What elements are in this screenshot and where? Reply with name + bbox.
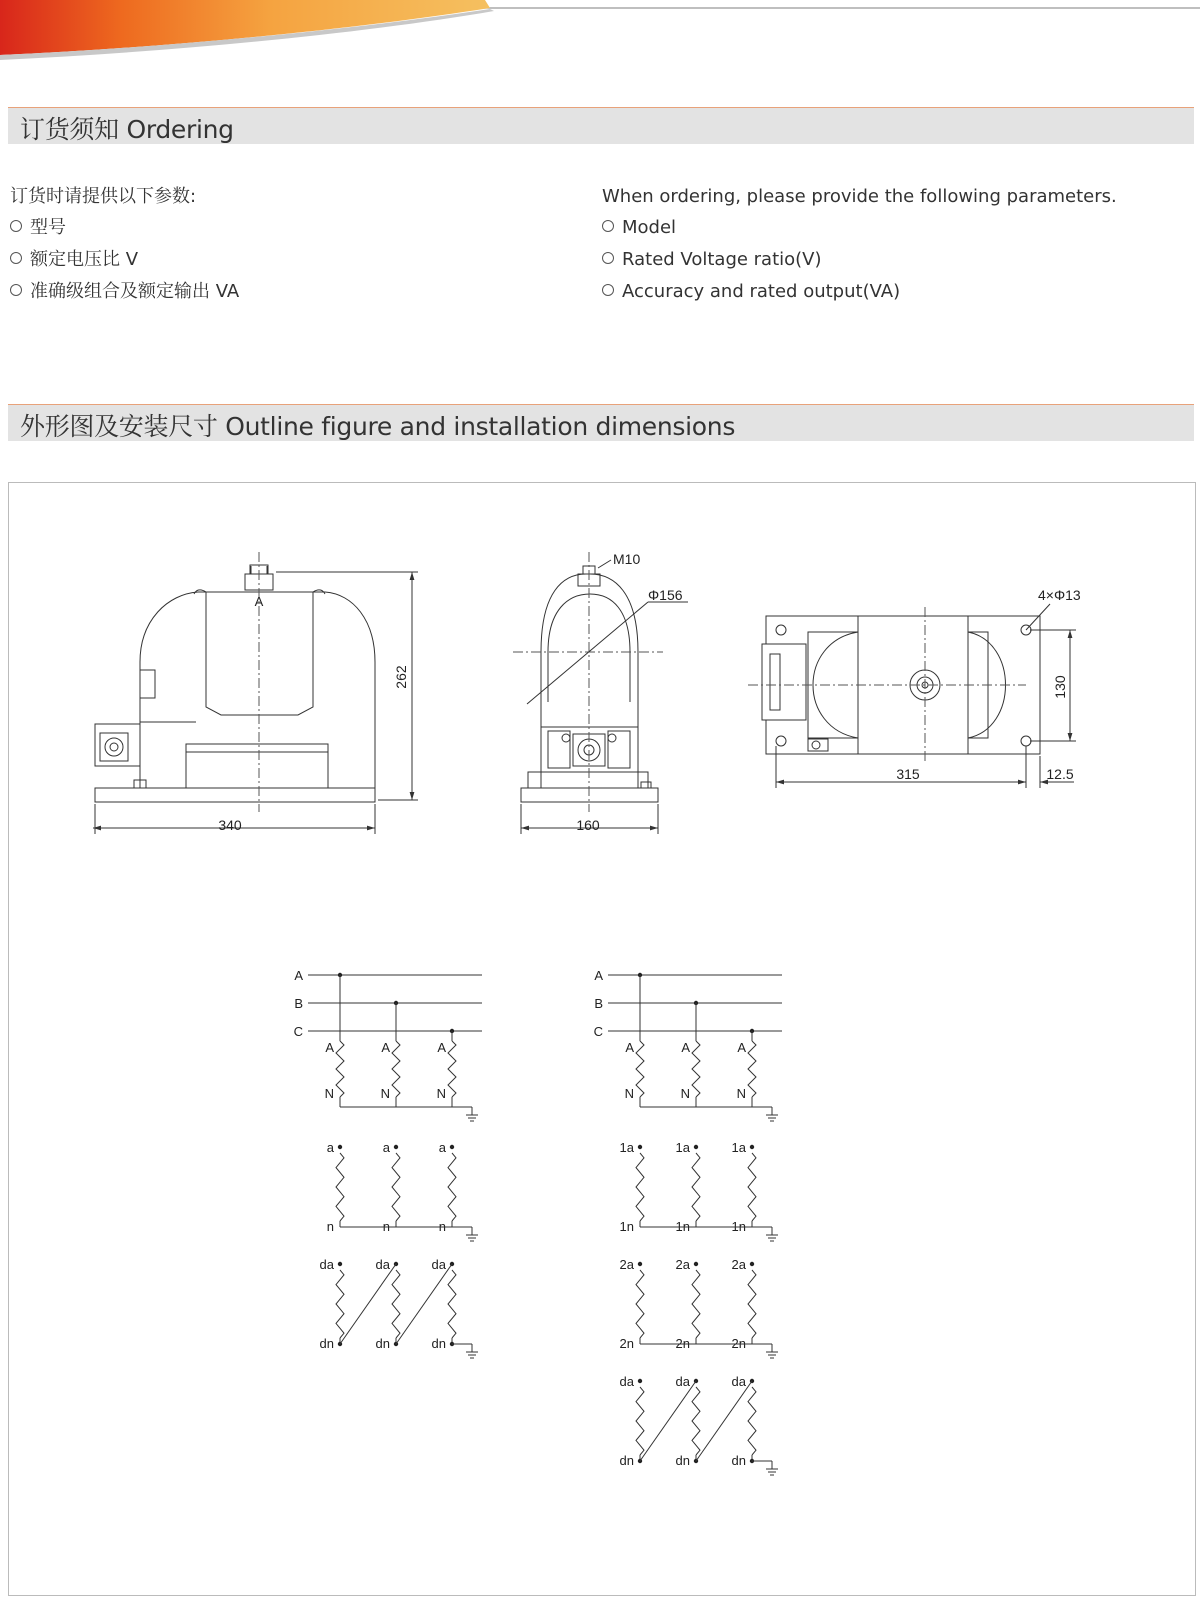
winding-coil bbox=[692, 1153, 700, 1221]
winding-coil bbox=[692, 1270, 700, 1338]
terminal-dot bbox=[694, 1262, 698, 1266]
ordering-chinese bbox=[10, 182, 239, 308]
winding-coil bbox=[392, 1270, 400, 1338]
circle-bullet-icon bbox=[602, 284, 614, 296]
secondary-bottom-label: dn bbox=[731, 1453, 746, 1468]
winding-coil bbox=[748, 1153, 756, 1221]
top-length-dim: 315 bbox=[896, 766, 920, 782]
winding-coil bbox=[748, 1387, 756, 1455]
primary-bottom-label: N bbox=[380, 1086, 390, 1101]
winding-coil bbox=[692, 1387, 700, 1455]
secondary-top-label: 2a bbox=[619, 1257, 634, 1272]
phase-label: C bbox=[293, 1024, 303, 1039]
ordering-item: 型号 bbox=[10, 212, 239, 244]
secondary-top-label: 1a bbox=[731, 1140, 746, 1155]
circle-bullet-icon bbox=[10, 220, 22, 232]
primary-top-label: A bbox=[381, 1040, 390, 1055]
secondary-bottom-label: dn bbox=[375, 1336, 390, 1351]
primary-bottom-label: N bbox=[436, 1086, 446, 1101]
terminal-dot bbox=[750, 1145, 754, 1149]
side-width-dim: 160 bbox=[576, 817, 600, 833]
phase-label: A bbox=[294, 968, 303, 983]
terminal-dot bbox=[638, 1379, 642, 1383]
secondary-bottom-label: dn bbox=[319, 1336, 334, 1351]
ordering-intro: When ordering, please provide the following parameters. bbox=[602, 186, 1117, 207]
winding-coil bbox=[636, 1270, 644, 1338]
primary-top-label: A bbox=[737, 1040, 746, 1055]
phase-label: C bbox=[593, 1024, 603, 1039]
primary-bottom-label: N bbox=[324, 1086, 334, 1101]
winding-coil bbox=[448, 1153, 456, 1221]
secondary-bottom-label: dn bbox=[675, 1453, 690, 1468]
terminal-dot bbox=[338, 1145, 342, 1149]
terminal-dot bbox=[450, 1145, 454, 1149]
ordering-item: Model bbox=[602, 212, 1117, 244]
secondary-top-label: 2a bbox=[675, 1257, 690, 1272]
secondary-top-label: 2a bbox=[731, 1257, 746, 1272]
secondary-bottom-label: n bbox=[326, 1219, 334, 1234]
front-terminal-label: A bbox=[254, 594, 264, 609]
secondary-top-label: da bbox=[431, 1257, 446, 1272]
primary-top-label: A bbox=[625, 1040, 634, 1055]
header-banner bbox=[0, 0, 1200, 70]
winding-coil bbox=[692, 1041, 700, 1097]
winding-coil bbox=[448, 1270, 456, 1338]
section-header-ordering bbox=[8, 107, 1194, 144]
winding-coil bbox=[636, 1041, 644, 1097]
secondary-top-label: da bbox=[375, 1257, 390, 1272]
winding-coil bbox=[748, 1270, 756, 1338]
terminal-dot bbox=[638, 1145, 642, 1149]
front-width-dim: 340 bbox=[218, 817, 242, 833]
phase-label: B bbox=[594, 996, 603, 1011]
winding-coil bbox=[636, 1387, 644, 1455]
winding-coil bbox=[336, 1041, 344, 1097]
open-delta-link bbox=[340, 1264, 396, 1344]
open-delta-link bbox=[696, 1381, 752, 1461]
secondary-bottom-label: 2n bbox=[731, 1336, 746, 1351]
front-height-dim: 262 bbox=[393, 665, 409, 689]
winding-coil bbox=[336, 1153, 344, 1221]
secondary-top-label: da bbox=[619, 1374, 634, 1389]
secondary-bottom-label: n bbox=[438, 1219, 446, 1234]
phase-label: A bbox=[594, 968, 603, 983]
secondary-bottom-label: dn bbox=[431, 1336, 446, 1351]
side-bolt-label: M10 bbox=[613, 551, 641, 567]
ordering-item: Accuracy and rated output(VA) bbox=[602, 276, 1117, 308]
terminal-dot bbox=[394, 1145, 398, 1149]
secondary-bottom-label: n bbox=[382, 1219, 390, 1234]
secondary-top-label: a bbox=[382, 1140, 390, 1155]
top-holes-label: 4×Φ13 bbox=[1038, 587, 1081, 603]
top-offset-dim: 12.5 bbox=[1046, 766, 1074, 782]
primary-top-label: A bbox=[437, 1040, 446, 1055]
winding-coil bbox=[392, 1153, 400, 1221]
ordering-item: 准确级组合及额定输出 VA bbox=[10, 276, 239, 308]
winding-coil bbox=[336, 1270, 344, 1338]
circle-bullet-icon bbox=[602, 252, 614, 264]
wiring-diagram-left bbox=[294, 968, 482, 1358]
ordering-english bbox=[602, 182, 1117, 308]
winding-coil bbox=[392, 1041, 400, 1097]
circle-bullet-icon bbox=[10, 252, 22, 264]
ordering-intro: 订货时请提供以下参数: bbox=[10, 186, 197, 207]
secondary-top-label: a bbox=[326, 1140, 334, 1155]
ordering-item: Rated Voltage ratio(V) bbox=[602, 244, 1117, 276]
secondary-bottom-label: 2n bbox=[619, 1336, 634, 1351]
terminal-dot bbox=[638, 1262, 642, 1266]
secondary-bottom-label: 1n bbox=[731, 1219, 746, 1234]
primary-top-label: A bbox=[681, 1040, 690, 1055]
secondary-bottom-label: 1n bbox=[675, 1219, 690, 1234]
circle-bullet-icon bbox=[602, 220, 614, 232]
terminal-dot bbox=[338, 1262, 342, 1266]
section-title: 外形图及安装尺寸 Outline figure and installation dimensions bbox=[20, 412, 736, 441]
secondary-top-label: 1a bbox=[675, 1140, 690, 1155]
primary-bottom-label: N bbox=[624, 1086, 634, 1101]
winding-coil bbox=[636, 1153, 644, 1221]
terminal-dot bbox=[694, 1145, 698, 1149]
top-width-dim: 130 bbox=[1052, 675, 1068, 699]
top-view bbox=[748, 604, 1076, 788]
primary-bottom-label: N bbox=[680, 1086, 690, 1101]
open-delta-link bbox=[640, 1381, 696, 1461]
secondary-top-label: da bbox=[731, 1374, 746, 1389]
phase-label: B bbox=[294, 996, 303, 1011]
open-delta-link bbox=[396, 1264, 452, 1344]
ordering-item: 额定电压比 V bbox=[10, 244, 239, 276]
secondary-bottom-label: 2n bbox=[675, 1336, 690, 1351]
wiring-diagram-right bbox=[594, 968, 782, 1475]
section-title: 订货须知 Ordering bbox=[20, 115, 234, 144]
secondary-top-label: da bbox=[319, 1257, 334, 1272]
primary-top-label: A bbox=[325, 1040, 334, 1055]
section-header-outline bbox=[8, 404, 1194, 441]
secondary-top-label: a bbox=[438, 1140, 446, 1155]
secondary-bottom-label: dn bbox=[619, 1453, 634, 1468]
terminal-dot bbox=[750, 1262, 754, 1266]
winding-coil bbox=[448, 1041, 456, 1097]
secondary-top-label: 1a bbox=[619, 1140, 634, 1155]
primary-bottom-label: N bbox=[736, 1086, 746, 1101]
secondary-top-label: da bbox=[675, 1374, 690, 1389]
technical-drawing bbox=[8, 482, 1196, 1596]
winding-coil bbox=[748, 1041, 756, 1097]
side-diameter-label: Φ156 bbox=[648, 587, 683, 603]
secondary-bottom-label: 1n bbox=[619, 1219, 634, 1234]
circle-bullet-icon bbox=[10, 284, 22, 296]
